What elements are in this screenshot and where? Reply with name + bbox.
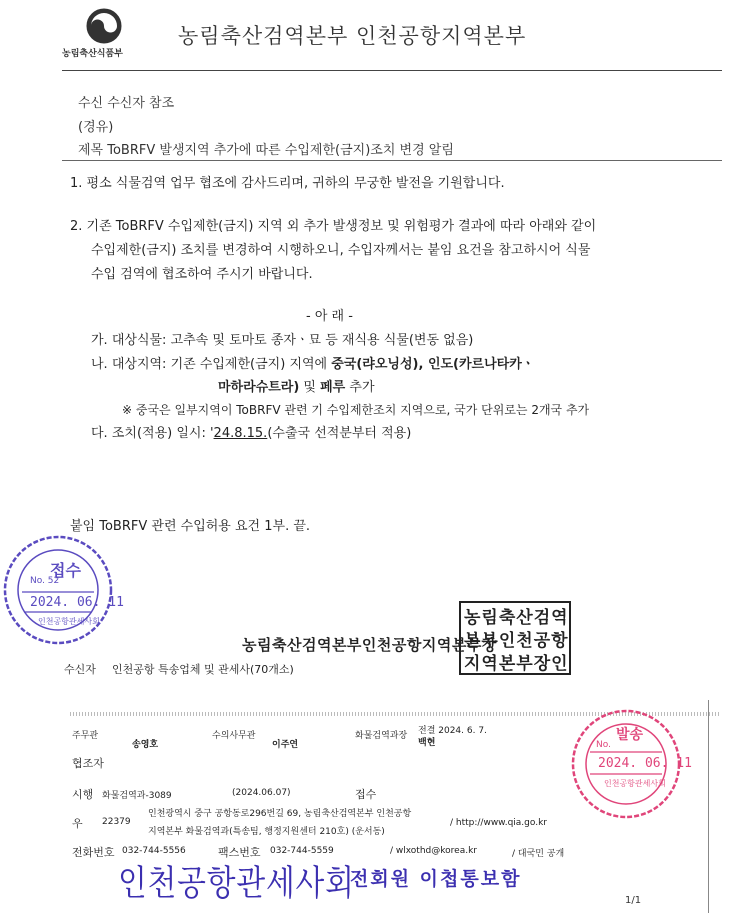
enforce-no: 화물검역과-3089 [102,791,172,801]
dispatch-stamp [570,708,692,824]
forwarding-note: 전회원 이첩통보함 [350,868,522,890]
dispatch-stamp-no: No. [596,740,611,750]
receipt-stamp-date: 2024. 06. 11 [30,595,124,610]
zip-code: 22379 [102,817,131,827]
dispatch-stamp-label: 발송 [616,727,644,743]
subject-line: 제목 ToBRFV 발생지역 추가에 따른 수입제한(금지)조치 변경 알림 [78,143,454,158]
staff-label: 주무관 [72,731,99,741]
forwarding-stamp: 인천공항관세사회 [118,864,355,904]
item-na-end: 추가 [345,380,375,395]
below-heading: - 아 래 - [306,309,353,324]
coop-label: 협조자 [72,757,104,770]
footer-right-border [708,700,709,913]
officer-name: 이주연 [272,740,299,750]
receipt-stamp-label: 접수 [50,561,81,580]
address-line-2: 지역본부 화물검역과(특송팀, 행정지원센터 210호) (운서동) [148,827,385,837]
chief-label: 화물검역과장 [355,731,408,741]
paragraph-1: 1. 평소 식물검역 업무 협조에 감사드리며, 귀하의 무궁한 발전을 기원합니다. [70,176,505,191]
email-address: / wlxothd@korea.kr [390,846,477,856]
receipt-label: 접수 [355,788,377,801]
staff-name: 송영호 [132,740,159,750]
item-na-prefix: 나. 대상지역: 기존 수입제한(금지) 지역에 [91,357,332,372]
recipients-list: 인천공항 특송업체 및 관세사(70개소) [112,663,294,676]
fax-number: 032-744-5559 [270,846,334,856]
attachment-line: 붙임 ToBRFV 관련 수입허용 요건 1부. 끝. [70,519,311,534]
sender-name: 농림축산검역본부인천공항지역본부장 [242,636,497,654]
recipient-line: 수신 수신자 참조 [78,96,175,111]
item-da-suffix: (수출국 선적분부터 적용) [267,426,412,441]
item-na-line-2 [218,376,375,395]
seal-line-3: 지역본부장인 [464,654,569,674]
chief-sign: 전결 2024. 6. 7. [418,726,487,736]
address-line-1: 인천광역시 중구 공항동로296번길 69, 농림축산검역본부 인천공항 [148,809,412,819]
page-title: 농림축산검역본부 인천공항지역본부 [178,24,527,48]
paragraph-2-line-1: 2. 기존 ToBRFV 수입제한(금지) 지역 외 추가 발생정보 및 위험평가 결과에 따라 아래와 같이 [70,219,597,234]
seal-line-1: 농림축산검역 [464,608,569,628]
page-number: 1/1 [625,895,642,906]
logo-text: 농림축산식품부 [62,49,123,59]
phone-number: 032-744-5556 [122,846,186,856]
paragraph-2-line-2: 수입제한(금지) 조치를 변경하여 시행하오니, 수입자께서는 붙임 요건을 참고하시어 식물 [91,243,591,258]
dispatch-stamp-org: 인천공항관세사회 [604,779,666,788]
item-na-regions: 중국(랴오닝성), 인도(카르나타카ㆍ [331,357,535,372]
subject-divider [62,160,722,161]
item-da [91,422,411,441]
item-da-date: 24.8.15. [213,426,268,441]
enforce-label: 시행 [72,788,94,801]
paragraph-2-line-3: 수입 검역에 협조하여 주시기 바랍니다. [91,267,313,282]
homepage-url: / http://www.qia.go.kr [450,818,548,828]
recipients-label: 수신자 [64,663,96,676]
chief-name: 백현 [418,738,436,748]
phone-label: 전화번호 [72,846,115,859]
enforce-date: (2024.06.07) [232,788,291,798]
item-ga: 가. 대상식물: 고추속 및 토마토 종자ㆍ묘 등 재식용 식물(변동 없음) [91,333,474,348]
official-seal [459,601,571,675]
receipt-stamp-org: 인천공항관세사회 [38,617,100,626]
dispatch-stamp-date: 2024. 06. 11 [598,756,692,771]
item-na-region-2: 마하라슈트라) [218,380,300,395]
item-na-region-3: 페루 [320,380,346,395]
item-na [91,353,534,372]
receipt-stamp [2,534,124,650]
note-line: ※ 중국은 일부지역이 ToBRFV 관련 기 수입제한조치 지역으로, 국가 단위로는 2개국 추가 [122,403,590,417]
ministry-logo-icon [86,8,122,44]
via-line: (경유) [78,120,114,135]
item-da-prefix: 다. 조치(적용) 일시: ' [91,426,214,441]
seal-line-2: 본부인천공항 [464,631,569,651]
receipt-stamp-no: No. 52 [30,576,60,586]
disclosure-status: / 대국민 공개 [512,849,565,859]
item-na-and: 및 [299,380,321,395]
officer-label: 수의사무관 [212,731,256,741]
header-divider [62,70,722,71]
zip-label: 우 [72,817,83,830]
fax-label: 팩스번호 [218,846,261,859]
